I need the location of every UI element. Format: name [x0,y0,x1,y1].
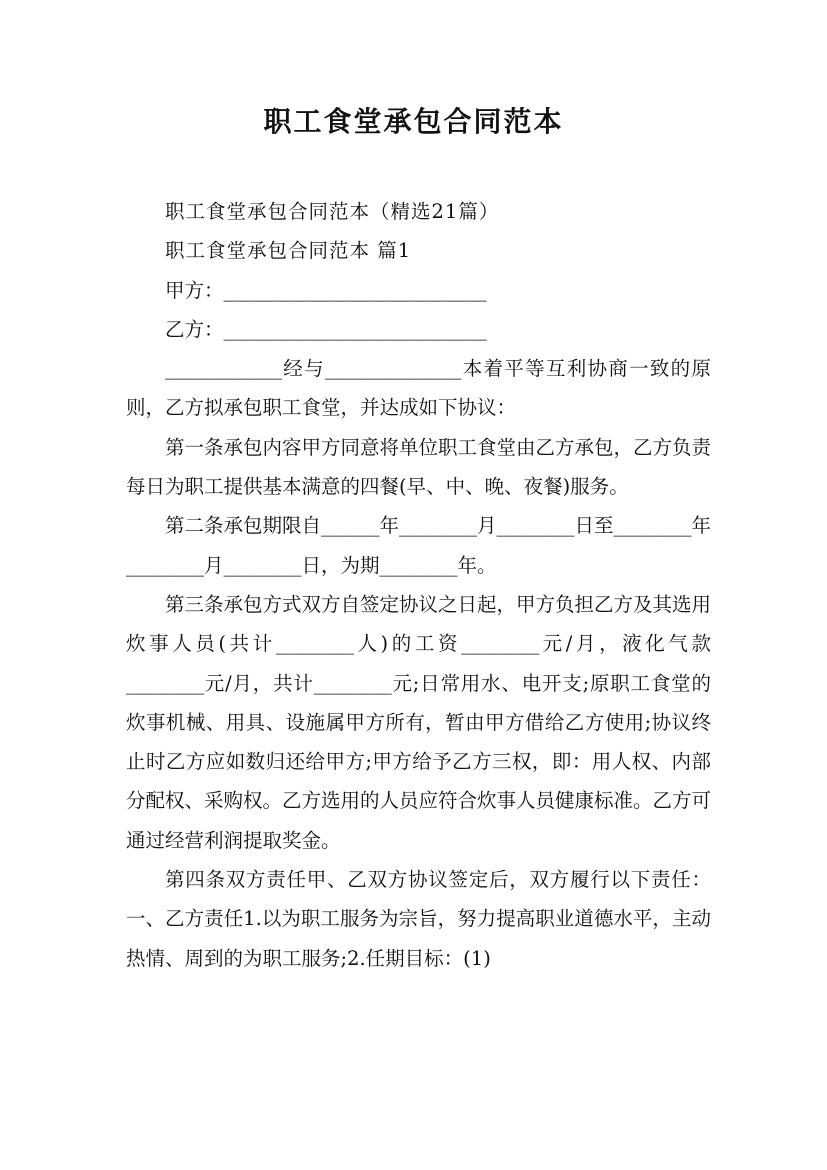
paragraph-article-1: 第一条承包内容甲方同意将单位职工食堂由乙方承包，乙方负责每日为职工提供基本满意的四餐(早、中、晚、夜餐)服务。 [126,435,712,499]
document-body [126,192,711,978]
document-title: 职工食堂承包合同范本 [263,105,564,138]
paragraph-article-2: 第二条承包期限自______年________月________日至________年________月________日，为期________年。 [126,514,712,577]
paragraph-subtitle: 职工食堂承包合同范本（精选21篇） [165,200,500,223]
paragraph-party-a: 甲方：___________________________ [165,278,487,302]
paragraph-section-heading: 职工食堂承包合同范本 篇1 [165,239,412,263]
paragraph-article-4: 第四条双方责任甲、乙双方协议签定后，双方履行以下责任：一、乙方责任1.以为职工服务为宗旨，努力提高职业道德水平，主动热情、周到的为职工服务;2.任期目标：(1) [126,868,711,970]
paragraph-party-b: 乙方：___________________________ [165,317,487,341]
paragraph-article-3: 第三条承包方式双方自签定协议之日起，甲方负担乙方及其选用炊事人员(共计________人)的工资________元/月，液化气款________元/月，共计________元;日常用水、电开支;原职工食堂的炊事机械、用具、设施属甲方所有，暂由甲方借给乙方使用;协议终止时乙方应如数归还给甲方;甲方给予乙方三权，即：用人权、内部分配权、采购权。乙方选用的人员应符合炊事人员健康标准。乙方可通过经营利润提取奖金。 [126,592,712,852]
paragraph-preamble: ____________经与______________本着平等互利协商一致的原则，乙方拟承包职工食堂，并达成如下协议： [126,357,711,420]
